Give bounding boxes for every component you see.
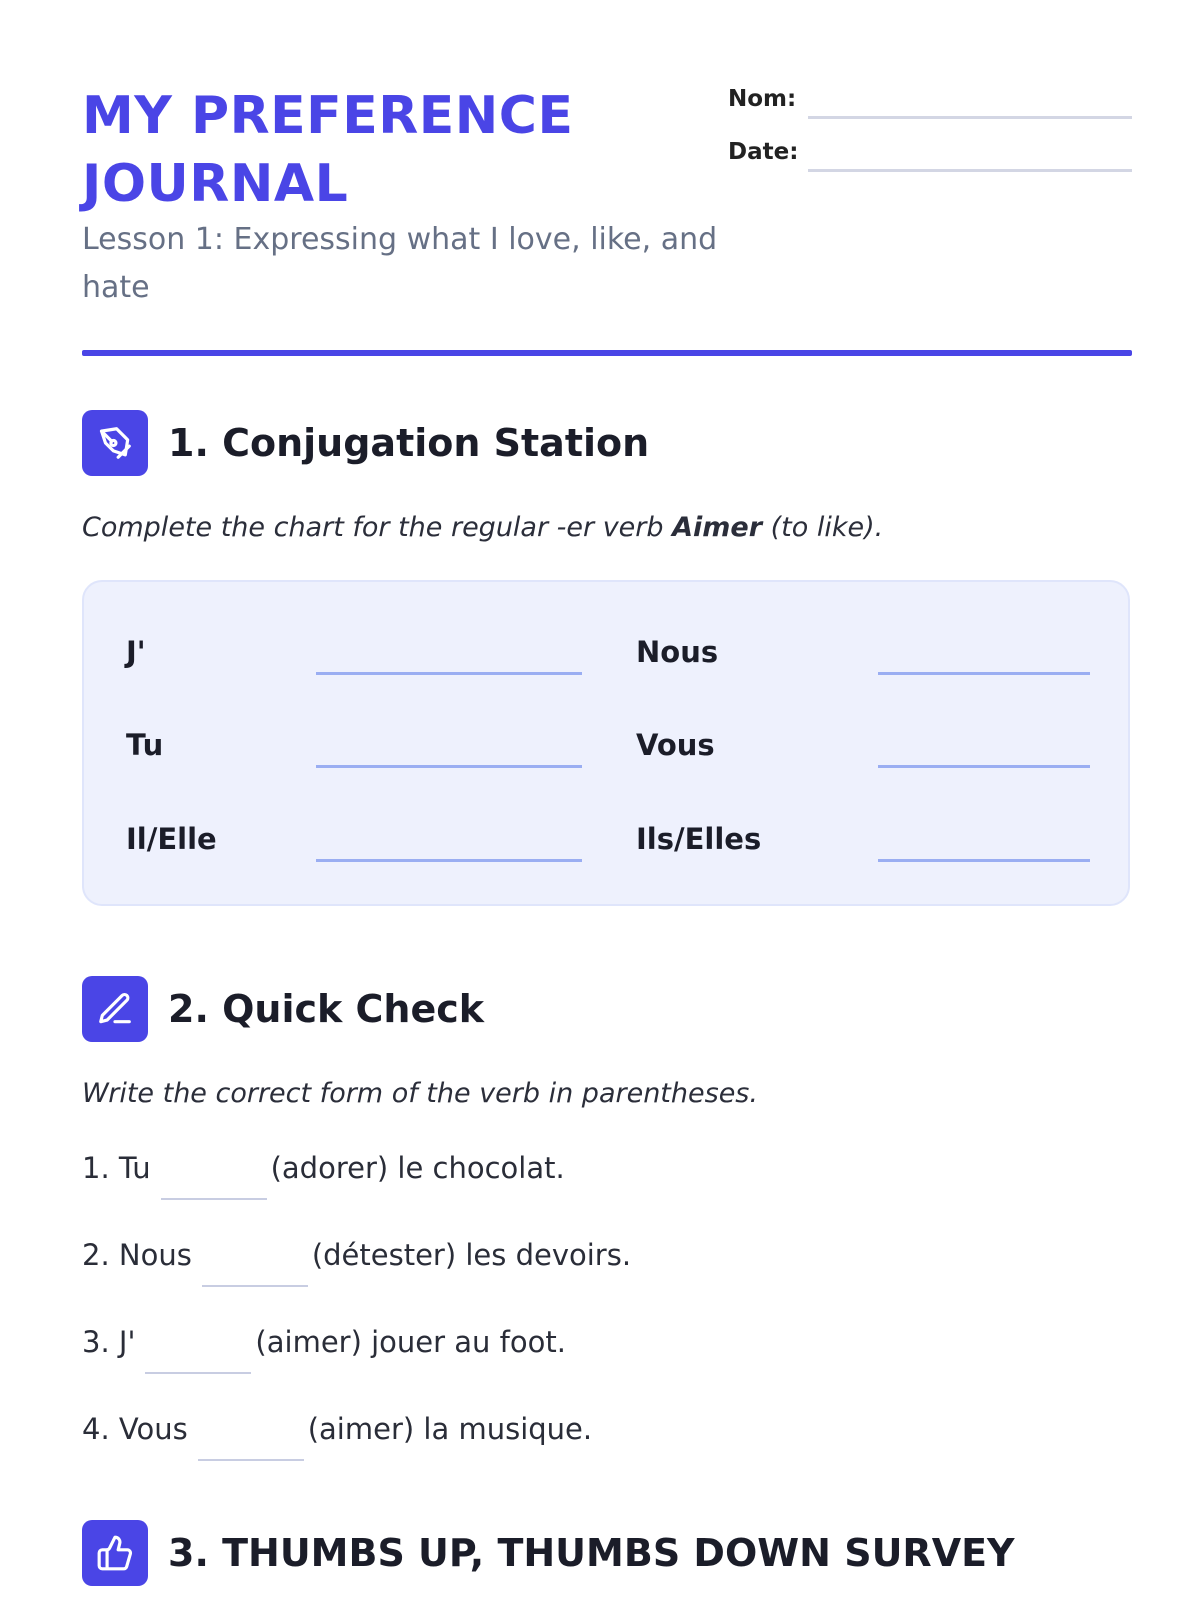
date-field[interactable] (808, 169, 1132, 172)
instruction-text: Complete the chart for the regular -er verb (82, 512, 673, 543)
pronoun-label: Il/Elle (126, 822, 217, 856)
conjugation-row (126, 725, 576, 775)
item-prompt: 1. Tu (82, 1151, 151, 1185)
date-label: Date: (728, 139, 799, 165)
conjugation-row (636, 819, 1096, 869)
thumbs-up-icon (82, 1520, 148, 1586)
name-field[interactable] (808, 116, 1132, 119)
date-field-row (728, 137, 1132, 177)
item-verb-hint: (aimer) la musique. (307, 1412, 593, 1446)
pencil-icon (82, 976, 148, 1042)
conjugation-row (636, 725, 1096, 775)
pen-tool-icon (82, 410, 148, 476)
answer-blank[interactable] (878, 672, 1090, 675)
pronoun-label: Nous (636, 635, 719, 669)
conjugation-row (126, 632, 576, 682)
conjugation-instruction (82, 510, 883, 546)
item-verb-hint: (adorer) le chocolat. (270, 1151, 565, 1185)
pronoun-label: J' (126, 635, 146, 669)
answer-blank[interactable] (145, 1342, 251, 1374)
quick-check-item (82, 1409, 592, 1459)
conjugation-row (636, 632, 1096, 682)
conjugation-chart (82, 580, 1130, 906)
answer-blank[interactable] (316, 859, 582, 862)
quick-check-item (82, 1322, 566, 1372)
page-title: MY PREFERENCE JOURNAL (82, 86, 574, 214)
answer-blank[interactable] (198, 1429, 304, 1461)
pronoun-label: Ils/Elles (636, 822, 762, 856)
pronoun-label: Vous (636, 728, 715, 762)
instruction-verb: Aimer (672, 512, 763, 543)
item-verb-hint: (aimer) jouer au foot. (255, 1325, 566, 1359)
section-title: 3. THUMBS UP, THUMBS DOWN SURVEY (168, 1531, 1015, 1575)
answer-blank[interactable] (878, 765, 1090, 768)
answer-blank[interactable] (161, 1168, 267, 1200)
item-prompt: 3. J' (82, 1325, 136, 1359)
item-prompt: 4. Vous (82, 1412, 188, 1446)
answer-blank[interactable] (878, 859, 1090, 862)
quick-check-item (82, 1148, 565, 1198)
conjugation-row (126, 819, 576, 869)
quick-check-instruction: Write the correct form of the verb in parentheses. (82, 1078, 758, 1109)
quick-check-item (82, 1235, 631, 1285)
name-field-row (728, 84, 1132, 124)
page-subtitle: Lesson 1: Expressing what I love, like, and hate (82, 222, 718, 305)
header-divider (82, 350, 1132, 356)
item-prompt: 2. Nous (82, 1238, 192, 1272)
answer-blank[interactable] (202, 1255, 308, 1287)
section-title: 1. Conjugation Station (168, 421, 650, 465)
item-verb-hint: (détester) les devoirs. (311, 1238, 632, 1272)
answer-blank[interactable] (316, 672, 582, 675)
pronoun-label: Tu (126, 728, 164, 762)
answer-blank[interactable] (316, 765, 582, 768)
name-label: Nom: (728, 86, 797, 112)
section-title: 2. Quick Check (168, 987, 485, 1031)
instruction-text: (to like). (762, 512, 884, 543)
